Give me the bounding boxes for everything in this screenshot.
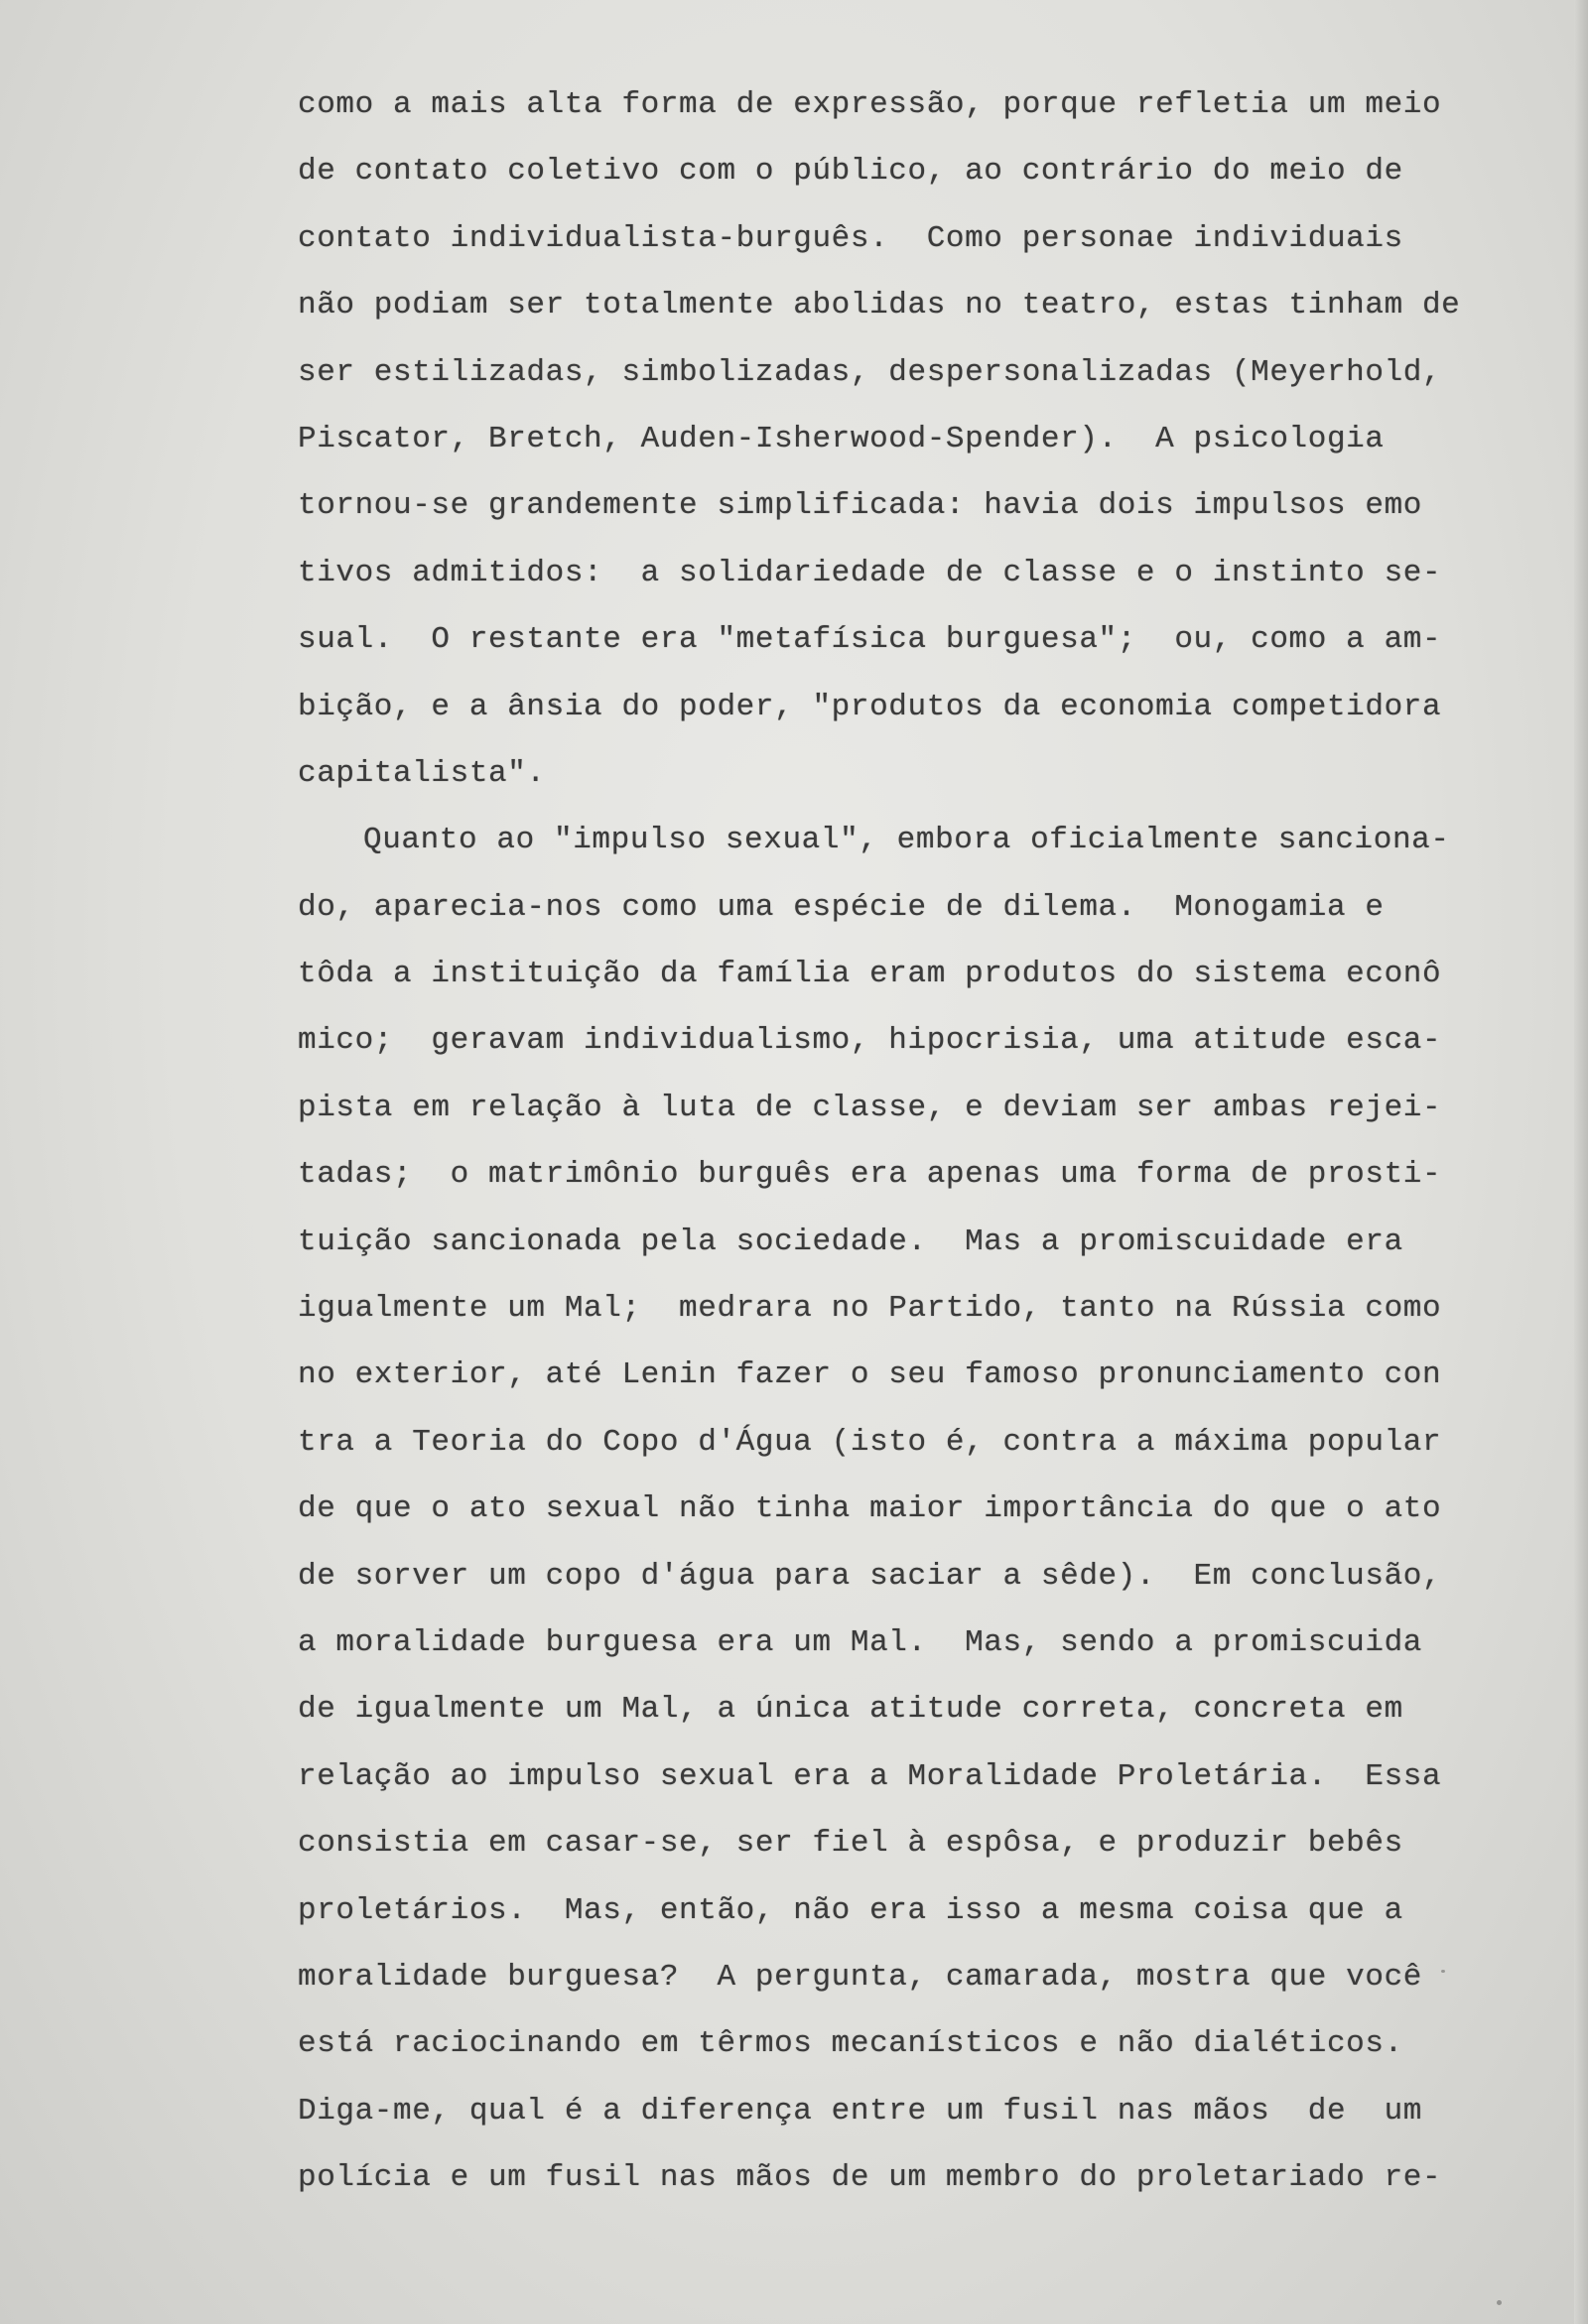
text-line: mico; geravam individualismo, hipocrisia, uma atitude esca- (298, 1023, 1442, 1059)
text-line: Diga-me, qual é a diferença entre um fusil nas mãos de um (298, 2093, 1422, 2129)
text-line: consistia em casar-se, ser fiel à espôsa, e produzir bebês (298, 1826, 1403, 1862)
text-line: pista em relação à luta de classe, e deviam ser ambas rejei- (298, 1090, 1442, 1125)
text-line: polícia e um fusil nas mãos de um membro do proletariado re- (298, 2160, 1442, 2196)
text-line: do, aparecia-nos como uma espécie de dilema. Monogamia e (298, 889, 1385, 925)
text-line: tôda a instituição da família eram produtos do sistema econô (298, 957, 1442, 992)
text-line: ser estilizadas, simbolizadas, despersonalizadas (Meyerhold, (298, 354, 1442, 390)
text-line: tornou-se grandemente simplificada: havia dois impulsos emo (298, 488, 1422, 524)
text-line: moralidade burguesa? A pergunta, camarada, mostra que você (298, 1959, 1422, 1995)
text-line: capitalista". (298, 755, 546, 791)
paper-speck (1497, 2300, 1502, 2305)
text-line: está raciocinando em têrmos mecanísticos e não dialéticos. (298, 2026, 1403, 2062)
text-line: a moralidade burguesa era um Mal. Mas, sendo a promiscuida (298, 1624, 1422, 1660)
body-text (298, 71, 1499, 2212)
text-line: bição, e a ânsia do poder, "produtos da economia competidora (298, 689, 1442, 724)
text-line: de contato coletivo com o público, ao contrário do meio de (298, 154, 1403, 190)
text-line: sual. O restante era "metafísica burguesa"; ou, como a am- (298, 622, 1442, 658)
paragraph-start-line: Quanto ao "impulso sexual", embora oficialmente sanciona- (363, 823, 1450, 858)
paper-speck (552, 703, 556, 707)
text-line: proletários. Mas, então, não era isso a mesma coisa que a (298, 1892, 1403, 1928)
text-line: tadas; o matrimônio burguês era apenas uma forma de prosti- (298, 1157, 1442, 1193)
text-line: tivos admitidos: a solidariedade de classe e o instinto se- (298, 555, 1442, 590)
text-line: de sorver um copo d'água para saciar a sêde). Em conclusão, (298, 1558, 1442, 1594)
text-line: não podiam ser totalmente abolidas no teatro, estas tinham de (298, 288, 1461, 323)
text-line: contato individualista-burguês. Como personae individuais (298, 220, 1403, 256)
text-line: no exterior, até Lenin fazer o seu famoso pronunciamento con (298, 1357, 1442, 1393)
text-line: Piscator, Bretch, Auden-Isherwood-Spender). A psicologia (298, 421, 1385, 456)
page-edge-shadow (1574, 0, 1588, 2324)
text-line: como a mais alta forma de expressão, porque refletia um meio (298, 87, 1442, 122)
text-line: tuição sancionada pela sociedade. Mas a promiscuidade era (298, 1224, 1403, 1259)
text-line: tra a Teoria do Copo d'Água (isto é, contra a máxima popular (298, 1424, 1442, 1460)
paper-speck (1441, 1970, 1445, 1973)
text-line: de que o ato sexual não tinha maior importância do que o ato (298, 1491, 1442, 1527)
text-line: relação ao impulso sexual era a Moralidade Proletária. Essa (298, 1758, 1442, 1794)
text-line: de igualmente um Mal, a única atitude correta, concreta em (298, 1692, 1403, 1728)
text-line: igualmente um Mal; medrara no Partido, tanto na Rússia como (298, 1291, 1442, 1327)
